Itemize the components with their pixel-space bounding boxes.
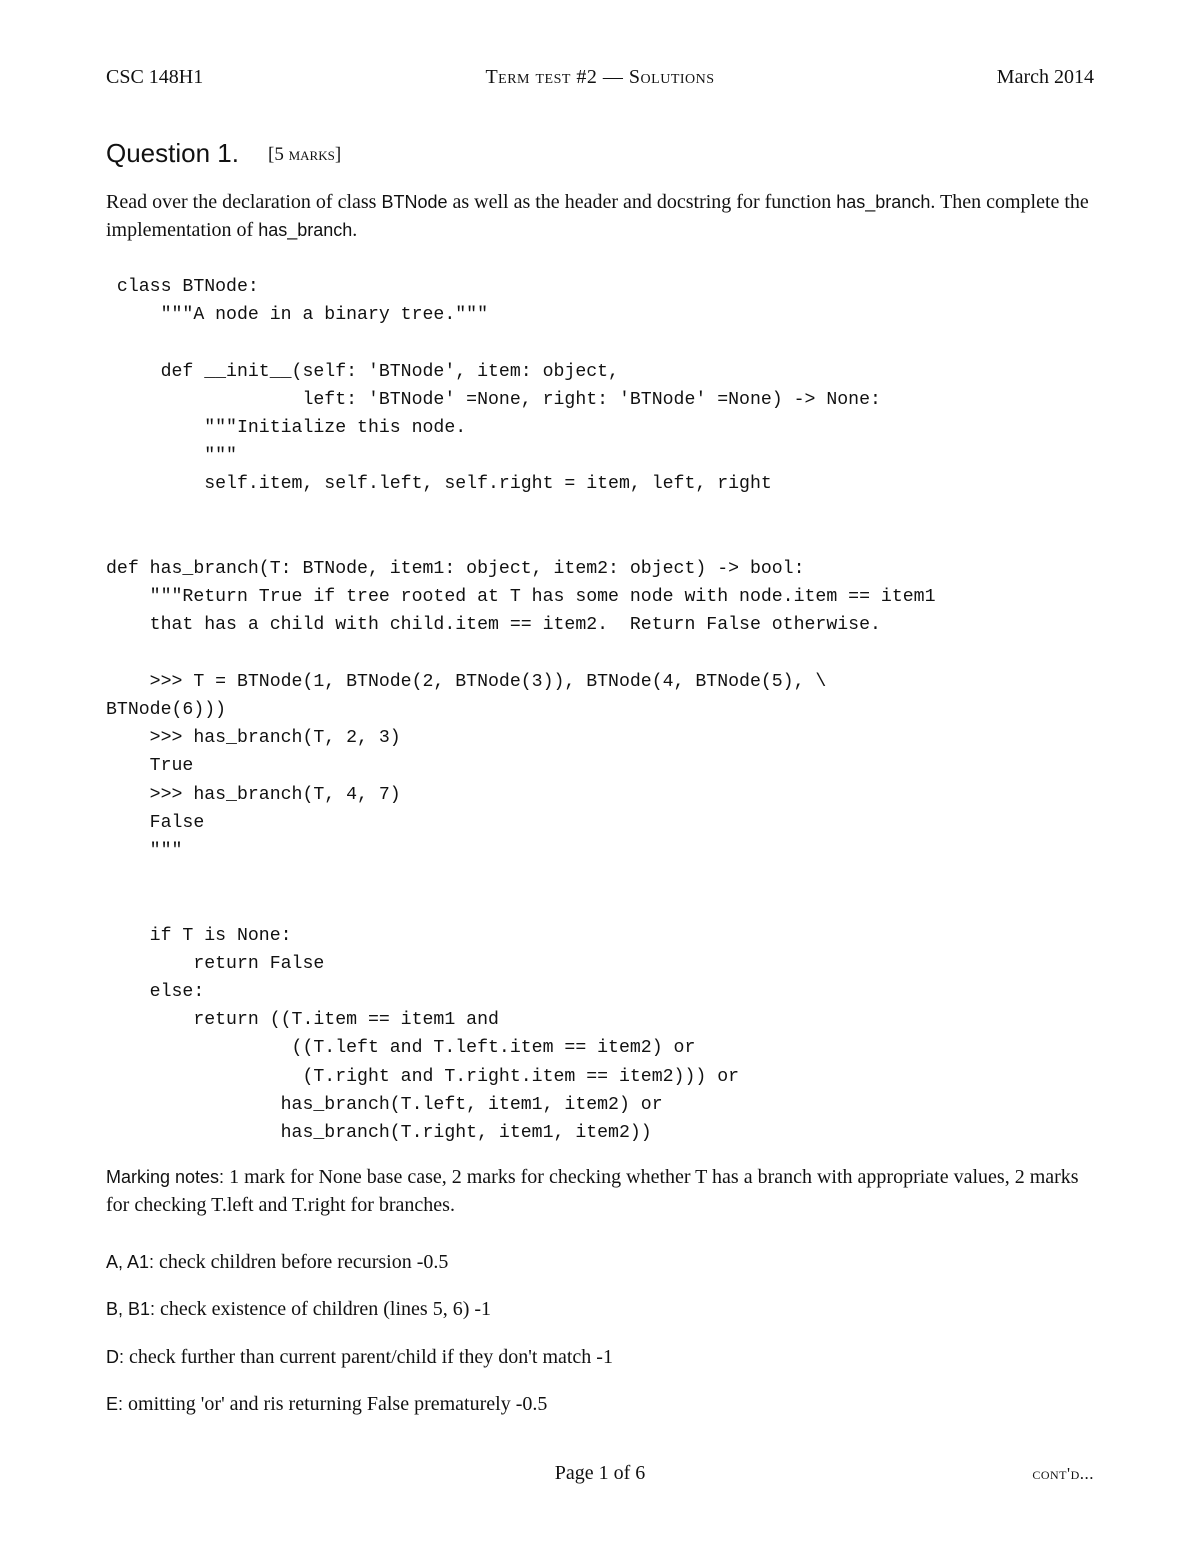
deduction-note: [106, 1343, 1096, 1371]
code-line: >>> has_branch(T, 4, 7): [106, 784, 401, 805]
code-line: >>> T = BTNode(1, BTNode(2, BTNode(3)), BTNode(4, BTNode(5), \: [106, 671, 827, 692]
code-line: has_branch(T.right, item1, item2)): [106, 1123, 652, 1144]
intro-text: Read over the declaration of class: [106, 191, 382, 213]
function-name: has_branch: [258, 220, 353, 240]
page-number: Page 1 of 6: [554, 1462, 646, 1484]
code-line: """Initialize this node.: [106, 418, 467, 439]
code-line: def __init__(self: 'BTNode', item: object,: [106, 361, 619, 382]
code-line: def has_branch(T: BTNode, item1: object, item2: object) -> bool:: [106, 559, 805, 580]
marking-notes-text: 1 mark for None base case, 2 marks for checking whether T has a branch with appropriate values, 2 marks for checking T.left and T.right for branches.: [106, 1166, 1079, 1216]
marking-notes-label: Marking notes:: [106, 1167, 225, 1187]
code-line: if T is None:: [106, 925, 292, 946]
deduction-note: [106, 1295, 1096, 1323]
deduction-text: check children before recursion -0.5: [154, 1251, 449, 1273]
class-name: BTNode: [381, 192, 448, 212]
deduction-label: A, A1:: [106, 1252, 155, 1272]
continued-marker: cont'd...: [1032, 1464, 1094, 1483]
code-line: return ((T.item == item1 and: [106, 1010, 499, 1031]
deduction-text: check existence of children (lines 5, 6) -1: [155, 1298, 492, 1320]
code-line: else:: [106, 982, 205, 1003]
question-intro: [106, 188, 1096, 244]
code-line: BTNode(6))): [106, 700, 227, 721]
code-line: left: 'BTNode' =None, right: 'BTNode' =None) -> None:: [106, 389, 881, 410]
code-line: """: [106, 841, 183, 862]
question-marks: [5 marks]: [268, 144, 342, 165]
code-line: """: [106, 446, 237, 467]
page-footer: [106, 1462, 1094, 1492]
document-date: March 2014: [996, 66, 1094, 88]
code-line: ((T.left and T.left.item == item2) or: [106, 1038, 696, 1059]
function-name: has_branch: [836, 192, 931, 212]
deduction-text: check further than current parent/child if they don't match -1: [124, 1346, 613, 1368]
code-line: has_branch(T.left, item1, item2) or: [106, 1094, 663, 1115]
code-block: [106, 273, 1106, 1147]
code-line: (T.right and T.right.item == item2))) or: [106, 1066, 740, 1087]
deduction-label: D:: [106, 1347, 124, 1367]
code-line: True: [106, 756, 194, 777]
code-line: """A node in a binary tree.""": [106, 305, 488, 326]
deduction-note: [106, 1390, 1096, 1418]
deduction-label: B, B1:: [106, 1299, 156, 1319]
intro-text: .: [352, 219, 358, 241]
code-line: """Return True if tree rooted at T has some node with node.item == item1: [106, 587, 936, 608]
deduction-text: omitting 'or' and ris returning False prematurely -0.5: [123, 1393, 548, 1415]
deduction-label: E:: [106, 1394, 124, 1414]
code-line: return False: [106, 953, 325, 974]
document-title: Term test #2 — Solutions: [485, 66, 715, 88]
code-line: >>> has_branch(T, 2, 3): [106, 728, 401, 749]
deduction-note: [106, 1248, 1096, 1276]
page-header: [106, 66, 1094, 96]
code-line: self.item, self.left, self.right = item, left, right: [106, 474, 772, 495]
code-line: False: [106, 812, 205, 833]
intro-text: . Then complete the implementation of: [106, 191, 1089, 241]
marking-notes: [106, 1163, 1096, 1219]
code-line: class BTNode:: [106, 277, 259, 297]
code-line: that has a child with child.item == item2. Return False otherwise.: [106, 615, 881, 636]
course-code: CSC 148H1: [106, 66, 204, 88]
question-title: Question 1.: [106, 138, 239, 168]
intro-text: as well as the header and docstring for function: [447, 191, 837, 213]
